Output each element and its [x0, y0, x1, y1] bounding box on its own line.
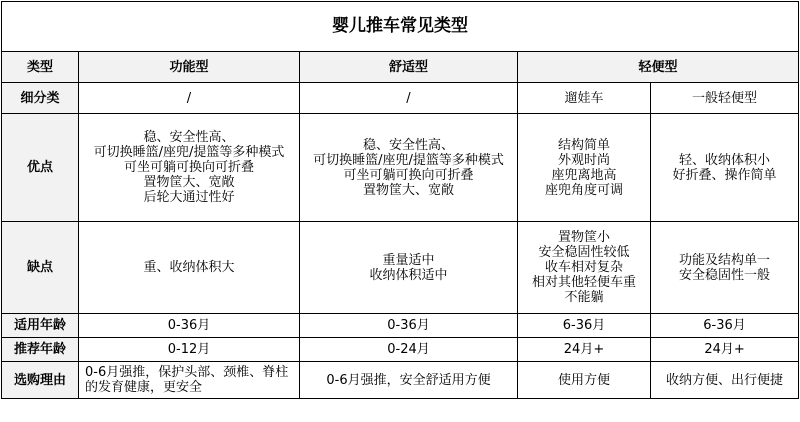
cell-line: 可坐可躺可换向可折叠: [123, 160, 254, 175]
header-type: 类型: [2, 52, 79, 83]
cell-subtype-general-light: 一般轻便型: [651, 83, 799, 114]
row-label-reason: 选购理由: [2, 362, 79, 399]
cell-age-stroll: 6-36月: [518, 314, 651, 338]
stroller-types-table: [1, 1, 799, 399]
cell-line: 好折叠、操作简单: [672, 167, 777, 183]
cell-subtype-stroll: 遛娃车: [518, 83, 651, 114]
cell-cons-general-light: [651, 222, 799, 314]
cell-line: 轻、收纳体积小: [679, 152, 771, 168]
cell-line: 可切换睡篮/座兜/提篮等多种模式: [313, 152, 504, 168]
cell-line: 相对其他轻便车重: [531, 275, 636, 290]
cell-age-general-light: 6-36月: [651, 314, 799, 338]
row-label-recommended-age: 推荐年龄: [2, 338, 79, 362]
cell-cons-stroll: [518, 222, 651, 314]
cell-rec-age-general-light: 24月+: [651, 338, 799, 362]
table-row-age: [2, 314, 799, 338]
row-label-subtype: 细分类: [2, 83, 79, 114]
cell-text: 0-6月强推，保护头部、颈椎、脊柱的发育健康，更安全: [85, 365, 289, 395]
cell-line: 重、收纳体积大: [143, 260, 235, 275]
cell-line: 稳、安全性高、: [143, 130, 235, 145]
cell-line: 可坐可躺可换向可折叠: [343, 167, 474, 183]
cell-line: 结构简单: [557, 137, 610, 153]
cell-line: 稳、安全性高、: [362, 137, 454, 153]
cell-line: 可切换睡篮/座兜/提篮等多种模式: [93, 145, 285, 160]
cell-line: 后轮大通过性好: [143, 190, 235, 205]
cell-line: 安全稳固性一般: [679, 267, 771, 283]
cell-pros-comfort: [300, 114, 518, 222]
cell-pros-general-light: [651, 114, 799, 222]
cell-rec-age-functional: 0-12月: [79, 338, 300, 362]
cell-line: 置物筐大、宽敞: [143, 175, 235, 190]
cell-subtype-comfort: /: [300, 83, 518, 114]
cell-line: 外观时尚: [557, 152, 610, 168]
row-label-cons: 缺点: [2, 222, 79, 314]
cell-age-comfort: 0-36月: [300, 314, 518, 338]
cell-line: 不能躺: [564, 290, 604, 305]
table-row-reason: [2, 362, 799, 399]
cell-reason-comfort: 0-6月强推，安全舒适用方便: [300, 362, 518, 399]
row-label-age: 适用年龄: [2, 314, 79, 338]
cell-line: 座兜角度可调: [544, 182, 623, 198]
header-lightweight: 轻便型: [518, 52, 799, 83]
cell-pros-functional: [79, 114, 300, 222]
cell-line: 收纳体积适中: [369, 267, 448, 283]
cell-line: 安全稳固性较低: [538, 245, 630, 260]
cell-cons-comfort: [300, 222, 518, 314]
header-functional: 功能型: [79, 52, 300, 83]
table-row-subtype: [2, 83, 799, 114]
cell-reason-stroll: 使用方便: [518, 362, 651, 399]
header-comfort: 舒适型: [300, 52, 518, 83]
cell-subtype-functional: /: [79, 83, 300, 114]
cell-line: 置物筐大、宽敞: [362, 182, 454, 198]
cell-line: 置物筐小: [557, 230, 610, 245]
cell-line: 重量适中: [382, 252, 435, 268]
cell-reason-functional: [79, 362, 300, 399]
table-title: 婴儿推车常见类型: [2, 2, 799, 52]
cell-reason-general-light: 收纳方便、出行便捷: [651, 362, 799, 399]
cell-line: 座兜离地高: [551, 167, 617, 183]
table-row-cons: [2, 222, 799, 314]
cell-line: 收车相对复杂: [544, 260, 623, 275]
cell-age-functional: 0-36月: [79, 314, 300, 338]
cell-cons-functional: [79, 222, 300, 314]
table-row-recommended-age: [2, 338, 799, 362]
cell-rec-age-comfort: 0-24月: [300, 338, 518, 362]
cell-line: 功能及结构单一: [679, 252, 771, 268]
header-row: [2, 52, 799, 83]
row-label-pros: 优点: [2, 114, 79, 222]
cell-rec-age-stroll: 24月+: [518, 338, 651, 362]
title-row: [2, 2, 799, 52]
cell-pros-stroll: [518, 114, 651, 222]
table-row-pros: [2, 114, 799, 222]
